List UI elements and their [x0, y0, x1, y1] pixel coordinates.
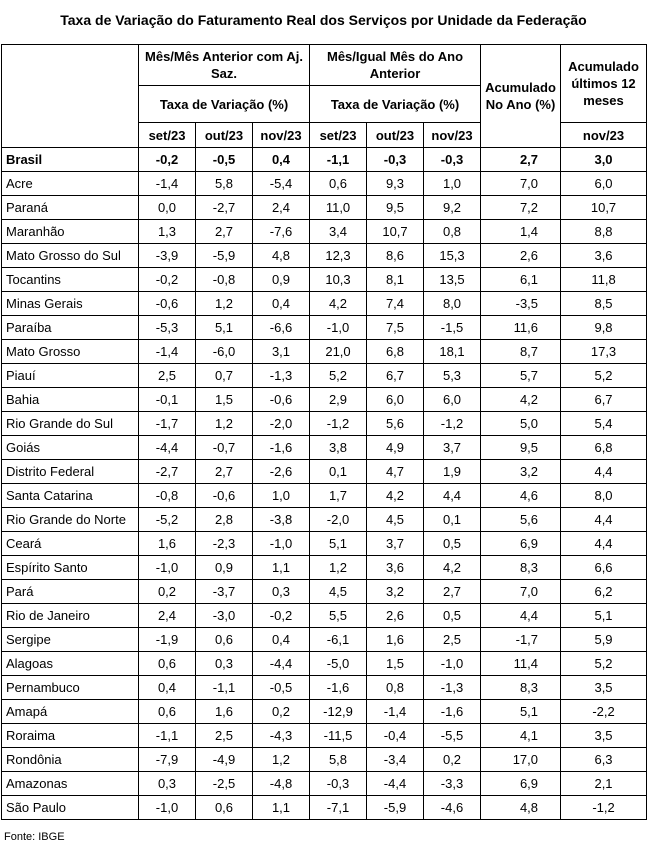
- table-cell: 2,6: [481, 244, 561, 268]
- header-month: nov/23: [253, 123, 310, 148]
- header-month: out/23: [196, 123, 253, 148]
- table-row: [2, 268, 647, 292]
- table-cell: -0,3: [367, 148, 424, 172]
- header-month: nov/23: [424, 123, 481, 148]
- table-row: [2, 388, 647, 412]
- table-cell: 2,8: [196, 508, 253, 532]
- table-cell: 1,3: [139, 220, 196, 244]
- table-cell: 21,0: [310, 340, 367, 364]
- state-name: Mato Grosso do Sul: [2, 244, 139, 268]
- table-cell: -2,5: [196, 772, 253, 796]
- state-name: Distrito Federal: [2, 460, 139, 484]
- table-cell: 6,2: [561, 580, 647, 604]
- table-cell: 4,6: [481, 484, 561, 508]
- table-cell: 2,5: [424, 628, 481, 652]
- table-cell: -5,4: [253, 172, 310, 196]
- table-cell: 10,3: [310, 268, 367, 292]
- table-cell: -1,6: [424, 700, 481, 724]
- table-cell: 4,4: [424, 484, 481, 508]
- state-name: Amazonas: [2, 772, 139, 796]
- table-cell: 0,4: [139, 676, 196, 700]
- table-cell: 2,7: [481, 148, 561, 172]
- table-cell: -6,1: [310, 628, 367, 652]
- table-cell: 1,6: [139, 532, 196, 556]
- header-group-monthly: Mês/Mês Anterior com Aj. Saz.: [139, 45, 310, 86]
- state-name: Minas Gerais: [2, 292, 139, 316]
- table-cell: 4,2: [481, 388, 561, 412]
- table-cell: 0,4: [253, 628, 310, 652]
- table-cell: 5,8: [196, 172, 253, 196]
- table-cell: 1,0: [424, 172, 481, 196]
- table-row: [2, 220, 647, 244]
- table-cell: 5,1: [561, 604, 647, 628]
- table-cell: -0,7: [196, 436, 253, 460]
- table-cell: 6,0: [367, 388, 424, 412]
- table-cell: -1,4: [367, 700, 424, 724]
- table-cell: 0,6: [310, 172, 367, 196]
- table-cell: -5,2: [139, 508, 196, 532]
- table-cell: 11,0: [310, 196, 367, 220]
- table-row: [2, 316, 647, 340]
- table-cell: -4,8: [253, 772, 310, 796]
- table-row: [2, 364, 647, 388]
- state-name: Rio de Janeiro: [2, 604, 139, 628]
- table-cell: -0,8: [196, 268, 253, 292]
- header-accum-12m: Acumulado últimos 12 meses: [561, 45, 647, 123]
- table-cell: -11,5: [310, 724, 367, 748]
- table-cell: -0,2: [139, 148, 196, 172]
- table-cell: 0,2: [139, 580, 196, 604]
- table-cell: -2,0: [253, 412, 310, 436]
- header-group-yoy: Mês/Igual Mês do Ano Anterior: [310, 45, 481, 86]
- table-cell: 5,2: [561, 364, 647, 388]
- table-cell: 6,7: [367, 364, 424, 388]
- state-name: Brasil: [2, 148, 139, 172]
- table-cell: 1,9: [424, 460, 481, 484]
- table-cell: 6,8: [367, 340, 424, 364]
- table-cell: 8,5: [561, 292, 647, 316]
- table-cell: 8,0: [561, 484, 647, 508]
- table-cell: 5,7: [481, 364, 561, 388]
- table-cell: 2,5: [196, 724, 253, 748]
- table-cell: 0,1: [310, 460, 367, 484]
- table-cell: 5,4: [561, 412, 647, 436]
- table-row: [2, 676, 647, 700]
- table-cell: 2,5: [139, 364, 196, 388]
- table-cell: 7,2: [481, 196, 561, 220]
- table-cell: -4,3: [253, 724, 310, 748]
- state-name: Espírito Santo: [2, 556, 139, 580]
- state-name: Acre: [2, 172, 139, 196]
- table-cell: 6,6: [561, 556, 647, 580]
- table-cell: -3,9: [139, 244, 196, 268]
- table-row: [2, 580, 647, 604]
- table-cell: 0,9: [253, 268, 310, 292]
- table-cell: -4,6: [424, 796, 481, 820]
- table-cell: -1,6: [310, 676, 367, 700]
- table-cell: 2,4: [139, 604, 196, 628]
- table-cell: 5,1: [196, 316, 253, 340]
- table-cell: 3,5: [561, 724, 647, 748]
- table-row: [2, 460, 647, 484]
- table-cell: 1,2: [310, 556, 367, 580]
- table-cell: 6,9: [481, 532, 561, 556]
- table-cell: 0,3: [253, 580, 310, 604]
- table-cell: -0,3: [310, 772, 367, 796]
- table-cell: 3,1: [253, 340, 310, 364]
- table-cell: -1,0: [139, 796, 196, 820]
- table-cell: 1,2: [196, 412, 253, 436]
- table-cell: -1,0: [424, 652, 481, 676]
- table-cell: -0,6: [253, 388, 310, 412]
- table-cell: 4,4: [481, 604, 561, 628]
- state-name: Paraíba: [2, 316, 139, 340]
- table-row: [2, 412, 647, 436]
- table-header: [2, 45, 647, 148]
- table-cell: 17,0: [481, 748, 561, 772]
- table-cell: -0,6: [196, 484, 253, 508]
- state-name: Rondônia: [2, 748, 139, 772]
- table-cell: -5,5: [424, 724, 481, 748]
- state-name: Santa Catarina: [2, 484, 139, 508]
- table-cell: 3,2: [481, 460, 561, 484]
- header-month: set/23: [139, 123, 196, 148]
- table-cell: 0,2: [424, 748, 481, 772]
- table-cell: 3,6: [367, 556, 424, 580]
- table-cell: 1,5: [196, 388, 253, 412]
- table-cell: 4,5: [367, 508, 424, 532]
- table-row: [2, 556, 647, 580]
- state-name: Goiás: [2, 436, 139, 460]
- table-row: [2, 796, 647, 820]
- state-name: São Paulo: [2, 796, 139, 820]
- table-row: [2, 748, 647, 772]
- table-cell: 5,9: [561, 628, 647, 652]
- table-row: [2, 292, 647, 316]
- table-row: [2, 484, 647, 508]
- state-name: Tocantins: [2, 268, 139, 292]
- table-cell: 1,1: [253, 796, 310, 820]
- table-cell: 8,3: [481, 556, 561, 580]
- table-cell: 4,1: [481, 724, 561, 748]
- table-cell: -0,5: [253, 676, 310, 700]
- table-cell: 5,8: [310, 748, 367, 772]
- table-cell: 13,5: [424, 268, 481, 292]
- table-cell: 2,1: [561, 772, 647, 796]
- state-name: Sergipe: [2, 628, 139, 652]
- table-cell: 2,7: [424, 580, 481, 604]
- table-cell: 2,9: [310, 388, 367, 412]
- table-cell: 0,6: [139, 700, 196, 724]
- table-row: [2, 508, 647, 532]
- table-cell: -7,9: [139, 748, 196, 772]
- table-cell: 8,7: [481, 340, 561, 364]
- table-cell: 0,5: [424, 532, 481, 556]
- data-table: [1, 44, 647, 820]
- table-cell: -5,9: [196, 244, 253, 268]
- source-note: Fonte: IBGE: [4, 831, 65, 843]
- header-accum-year: Acumulado No Ano (%): [481, 45, 561, 148]
- table-row: [2, 652, 647, 676]
- table-cell: 5,2: [561, 652, 647, 676]
- table-cell: -2,6: [253, 460, 310, 484]
- table-cell: 3,0: [561, 148, 647, 172]
- table-cell: 0,4: [253, 148, 310, 172]
- table-row: [2, 772, 647, 796]
- table-cell: 6,1: [481, 268, 561, 292]
- table-cell: 1,0: [253, 484, 310, 508]
- header-month: out/23: [367, 123, 424, 148]
- table-cell: 8,1: [367, 268, 424, 292]
- table-row: [2, 604, 647, 628]
- table-cell: -6,6: [253, 316, 310, 340]
- table-row: [2, 700, 647, 724]
- table-title: Taxa de Variação do Faturamento Real dos Serviços por Unidade da Federação: [60, 12, 587, 28]
- table-cell: 4,2: [424, 556, 481, 580]
- table-cell: 1,4: [481, 220, 561, 244]
- table-cell: -1,0: [253, 532, 310, 556]
- table-cell: -1,1: [310, 148, 367, 172]
- table-cell: 5,1: [310, 532, 367, 556]
- table-cell: 7,5: [367, 316, 424, 340]
- table-cell: 18,1: [424, 340, 481, 364]
- table-cell: 8,0: [424, 292, 481, 316]
- table-cell: 1,5: [367, 652, 424, 676]
- table-cell: -4,4: [367, 772, 424, 796]
- table-row: [2, 436, 647, 460]
- table-cell: 9,8: [561, 316, 647, 340]
- table-cell: 3,7: [424, 436, 481, 460]
- table-cell: 5,3: [424, 364, 481, 388]
- table-body: [2, 148, 647, 820]
- table-cell: 7,0: [481, 172, 561, 196]
- table-row: [2, 724, 647, 748]
- table-cell: 0,3: [196, 652, 253, 676]
- table-cell: 10,7: [367, 220, 424, 244]
- table-cell: -12,9: [310, 700, 367, 724]
- table-cell: 6,0: [424, 388, 481, 412]
- table-cell: -1,7: [481, 628, 561, 652]
- table-cell: 1,7: [310, 484, 367, 508]
- table-cell: 0,9: [196, 556, 253, 580]
- table-cell: 5,6: [367, 412, 424, 436]
- table-cell: 6,0: [561, 172, 647, 196]
- table-cell: 5,0: [481, 412, 561, 436]
- table-cell: 4,5: [310, 580, 367, 604]
- table-cell: 11,8: [561, 268, 647, 292]
- state-name: Roraima: [2, 724, 139, 748]
- table-cell: -1,1: [196, 676, 253, 700]
- table-cell: 9,5: [481, 436, 561, 460]
- table-cell: 7,4: [367, 292, 424, 316]
- table-cell: 17,3: [561, 340, 647, 364]
- table-cell: 1,1: [253, 556, 310, 580]
- table-cell: -0,1: [139, 388, 196, 412]
- state-name: Maranhão: [2, 220, 139, 244]
- table-cell: -2,2: [561, 700, 647, 724]
- table-cell: 1,6: [367, 628, 424, 652]
- table-cell: -1,0: [310, 316, 367, 340]
- table-cell: 6,9: [481, 772, 561, 796]
- table-cell: 4,4: [561, 532, 647, 556]
- table-cell: 1,2: [253, 748, 310, 772]
- table-cell: -1,0: [139, 556, 196, 580]
- header-month: set/23: [310, 123, 367, 148]
- table-cell: -1,3: [253, 364, 310, 388]
- table-cell: 11,4: [481, 652, 561, 676]
- table-cell: 3,4: [310, 220, 367, 244]
- table-cell: 4,7: [367, 460, 424, 484]
- state-name: Mato Grosso: [2, 340, 139, 364]
- table-cell: 0,3: [139, 772, 196, 796]
- state-name: Bahia: [2, 388, 139, 412]
- table-cell: -3,8: [253, 508, 310, 532]
- table-cell: -1,2: [561, 796, 647, 820]
- table-cell: 0,7: [196, 364, 253, 388]
- table-cell: -4,4: [253, 652, 310, 676]
- table-cell: -5,9: [367, 796, 424, 820]
- table-cell: -1,4: [139, 172, 196, 196]
- table-row: [2, 244, 647, 268]
- table-cell: 3,5: [561, 676, 647, 700]
- table-cell: 3,7: [367, 532, 424, 556]
- table-cell: 4,8: [253, 244, 310, 268]
- table-cell: 5,2: [310, 364, 367, 388]
- table-row: [2, 532, 647, 556]
- table-cell: 9,2: [424, 196, 481, 220]
- table-cell: -3,5: [481, 292, 561, 316]
- table-cell: 4,2: [310, 292, 367, 316]
- table-cell: 10,7: [561, 196, 647, 220]
- table-cell: -1,1: [139, 724, 196, 748]
- table-cell: 0,2: [253, 700, 310, 724]
- table-cell: 3,6: [561, 244, 647, 268]
- state-name: Pará: [2, 580, 139, 604]
- table-cell: 0,8: [424, 220, 481, 244]
- state-name: Piauí: [2, 364, 139, 388]
- table-cell: 0,6: [196, 628, 253, 652]
- table-cell: -1,5: [424, 316, 481, 340]
- table-cell: -1,9: [139, 628, 196, 652]
- table-cell: 0,1: [424, 508, 481, 532]
- header-empty-corner: [2, 45, 139, 148]
- table-cell: -0,2: [139, 268, 196, 292]
- table-cell: 4,4: [561, 508, 647, 532]
- table-cell: -4,9: [196, 748, 253, 772]
- table-cell: 3,8: [310, 436, 367, 460]
- table-cell: 0,5: [424, 604, 481, 628]
- table-cell: -5,0: [310, 652, 367, 676]
- table-cell: 1,6: [196, 700, 253, 724]
- table-row: [2, 628, 647, 652]
- state-name: Rio Grande do Norte: [2, 508, 139, 532]
- table-cell: 5,5: [310, 604, 367, 628]
- table-row: [2, 172, 647, 196]
- table-cell: 3,2: [367, 580, 424, 604]
- table-cell: 0,8: [367, 676, 424, 700]
- table-cell: -2,3: [196, 532, 253, 556]
- table-cell: 15,3: [424, 244, 481, 268]
- header-month: nov/23: [561, 123, 647, 148]
- state-name: Rio Grande do Sul: [2, 412, 139, 436]
- table-cell: 6,3: [561, 748, 647, 772]
- table-row: [2, 340, 647, 364]
- table-cell: 8,6: [367, 244, 424, 268]
- table-cell: -1,2: [310, 412, 367, 436]
- table-cell: -3,4: [367, 748, 424, 772]
- state-name: Ceará: [2, 532, 139, 556]
- table-cell: 8,3: [481, 676, 561, 700]
- table-cell: 4,9: [367, 436, 424, 460]
- table-cell: -0,2: [253, 604, 310, 628]
- table-cell: -7,1: [310, 796, 367, 820]
- table-cell: -1,2: [424, 412, 481, 436]
- state-name: Pernambuco: [2, 676, 139, 700]
- table-cell: 8,8: [561, 220, 647, 244]
- table-cell: -7,6: [253, 220, 310, 244]
- table-cell: 0,4: [253, 292, 310, 316]
- table-cell: -1,3: [424, 676, 481, 700]
- table-cell: 2,7: [196, 460, 253, 484]
- table-cell: 2,6: [367, 604, 424, 628]
- table-cell: -0,4: [367, 724, 424, 748]
- table-cell: -2,7: [196, 196, 253, 220]
- table-cell: 2,4: [253, 196, 310, 220]
- table-cell: 5,6: [481, 508, 561, 532]
- table-cell: 12,3: [310, 244, 367, 268]
- table-row: [2, 148, 647, 172]
- table-cell: 1,2: [196, 292, 253, 316]
- table-cell: 2,7: [196, 220, 253, 244]
- table-cell: 9,3: [367, 172, 424, 196]
- state-name: Alagoas: [2, 652, 139, 676]
- table-cell: -1,6: [253, 436, 310, 460]
- state-name: Paraná: [2, 196, 139, 220]
- table-cell: 7,0: [481, 580, 561, 604]
- table-row: [2, 196, 647, 220]
- table-cell: -0,6: [139, 292, 196, 316]
- table-cell: 0,6: [196, 796, 253, 820]
- header-sub-rate-2: Taxa de Variação (%): [310, 86, 481, 123]
- table-cell: 11,6: [481, 316, 561, 340]
- table-cell: 6,8: [561, 436, 647, 460]
- table-cell: -4,4: [139, 436, 196, 460]
- state-name: Amapá: [2, 700, 139, 724]
- table-cell: 4,8: [481, 796, 561, 820]
- table-cell: -2,0: [310, 508, 367, 532]
- table-cell: -6,0: [196, 340, 253, 364]
- table-cell: 5,1: [481, 700, 561, 724]
- table-cell: 0,6: [139, 652, 196, 676]
- table-cell: 9,5: [367, 196, 424, 220]
- table-cell: -2,7: [139, 460, 196, 484]
- table-cell: 4,2: [367, 484, 424, 508]
- table-cell: -0,5: [196, 148, 253, 172]
- table-cell: -1,4: [139, 340, 196, 364]
- table-cell: -0,8: [139, 484, 196, 508]
- table-cell: -3,7: [196, 580, 253, 604]
- table-cell: -1,7: [139, 412, 196, 436]
- table-cell: -0,3: [424, 148, 481, 172]
- table-cell: -3,3: [424, 772, 481, 796]
- table-cell: 0,0: [139, 196, 196, 220]
- table-cell: 4,4: [561, 460, 647, 484]
- table-cell: -3,0: [196, 604, 253, 628]
- header-sub-rate-1: Taxa de Variação (%): [139, 86, 310, 123]
- table-cell: -5,3: [139, 316, 196, 340]
- table-cell: 6,7: [561, 388, 647, 412]
